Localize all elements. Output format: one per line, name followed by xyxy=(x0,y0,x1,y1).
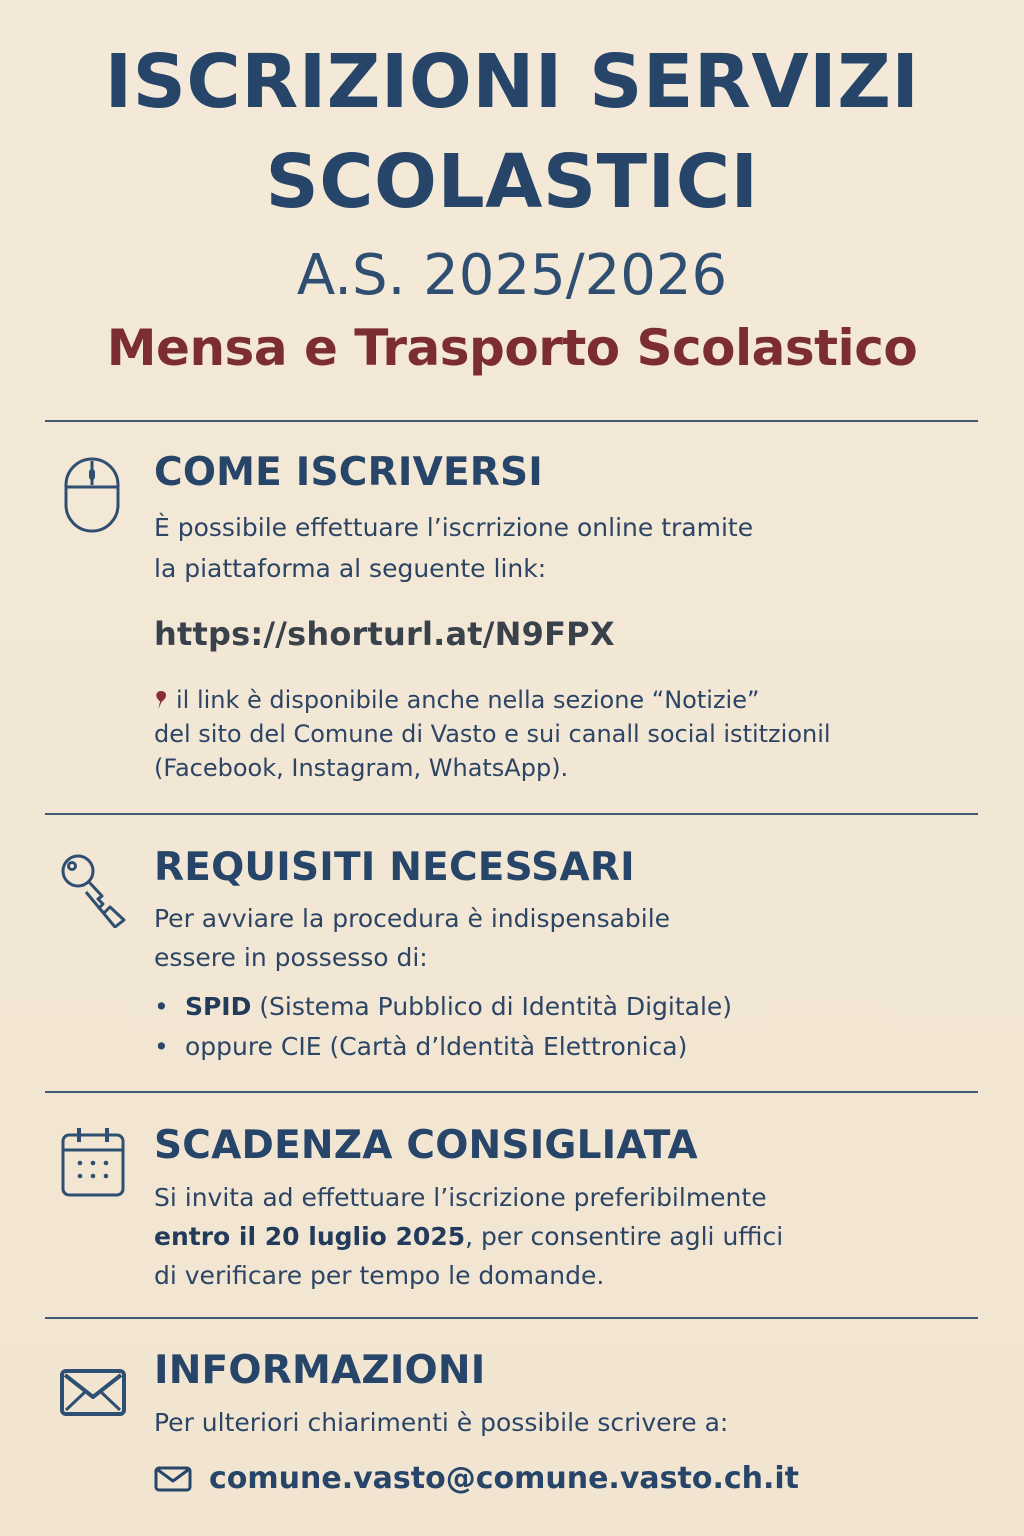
registration-link[interactable]: https://shorturl.at/N9FPX xyxy=(154,615,615,653)
registration-note-line-2: del sito del Comune di Vasto e sui canall social istitzionil xyxy=(154,720,831,748)
contact-email[interactable]: comune.vasto@comune.vasto.ch.it xyxy=(209,1461,799,1496)
how-to-register-section xyxy=(0,445,1024,795)
page-title-line-2: SCOLASTICI xyxy=(265,139,759,225)
information-section xyxy=(0,1343,1024,1518)
envelope-icon xyxy=(58,1355,128,1435)
school-year: A.S. 2025/2026 xyxy=(296,243,728,308)
registration-note xyxy=(154,683,831,785)
information-text: Per ulteriori chiarimenti è possibile scrivere a: xyxy=(154,1408,729,1437)
page-title-line-1: ISCRIZIONI SERVIZI xyxy=(104,39,920,125)
registration-text-line-2: la piattaforma al seguente link: xyxy=(154,554,547,583)
how-to-register-heading: COME ISCRIVERSI xyxy=(154,450,544,495)
section-divider xyxy=(45,420,978,422)
requirement-cie xyxy=(154,1027,732,1067)
deadline-text-line-2-rest: , per consentire agli uffici xyxy=(465,1222,784,1251)
contact-email-row[interactable] xyxy=(154,1461,799,1496)
requirements-text-line-2: essere in possesso di: xyxy=(154,943,428,972)
requirements-section xyxy=(0,840,1024,1080)
deadline-text-line-1: Si invita ad effettuare l’iscrizione preferibilmente xyxy=(154,1183,767,1212)
mouse-icon xyxy=(58,455,128,535)
deadline-text-line-2 xyxy=(154,1218,783,1256)
information-heading: INFORMAZIONI xyxy=(154,1348,486,1393)
deadline-text-line-3: di verificare per tempo le domande. xyxy=(154,1261,605,1290)
registration-text-line-1: È possibile effettuare l’iscrrizione online tramite xyxy=(154,513,754,542)
registration-note-line-3: (Facebook, Instagram, WhatsApp). xyxy=(154,754,569,782)
requirements-heading: REQUISITI NECESSARI xyxy=(154,845,635,890)
section-divider xyxy=(45,813,978,815)
registration-note-line-1 xyxy=(154,683,831,717)
section-divider xyxy=(45,1091,978,1093)
requirement-spid xyxy=(154,987,732,1027)
deadline-heading: SCADENZA CONSIGLIATA xyxy=(154,1123,698,1168)
recommended-deadline-section xyxy=(0,1118,1024,1303)
spid-label: SPID xyxy=(184,992,252,1021)
small-envelope-icon xyxy=(154,1465,192,1493)
cie-description: oppure CIE (Cartà d’ldentità Elettronica) xyxy=(184,1032,688,1061)
requirements-text-line-1: Per avviare la procedura è indispensabile xyxy=(154,904,671,933)
pin-icon xyxy=(154,685,168,705)
requirements-list xyxy=(154,987,732,1067)
registration-note-text-1: il link è disponibile anche nella sezione “Notizie” xyxy=(176,686,760,714)
calendar-icon xyxy=(58,1126,128,1206)
service-subtitle: Mensa e Trasporto Scolastico xyxy=(106,319,918,377)
section-divider xyxy=(45,1317,978,1319)
key-icon xyxy=(58,848,128,928)
spid-description: (Sistema Pubblico di Identità Digitale) xyxy=(251,992,733,1021)
deadline-date: entro il 20 luglio 2025 xyxy=(154,1222,466,1251)
